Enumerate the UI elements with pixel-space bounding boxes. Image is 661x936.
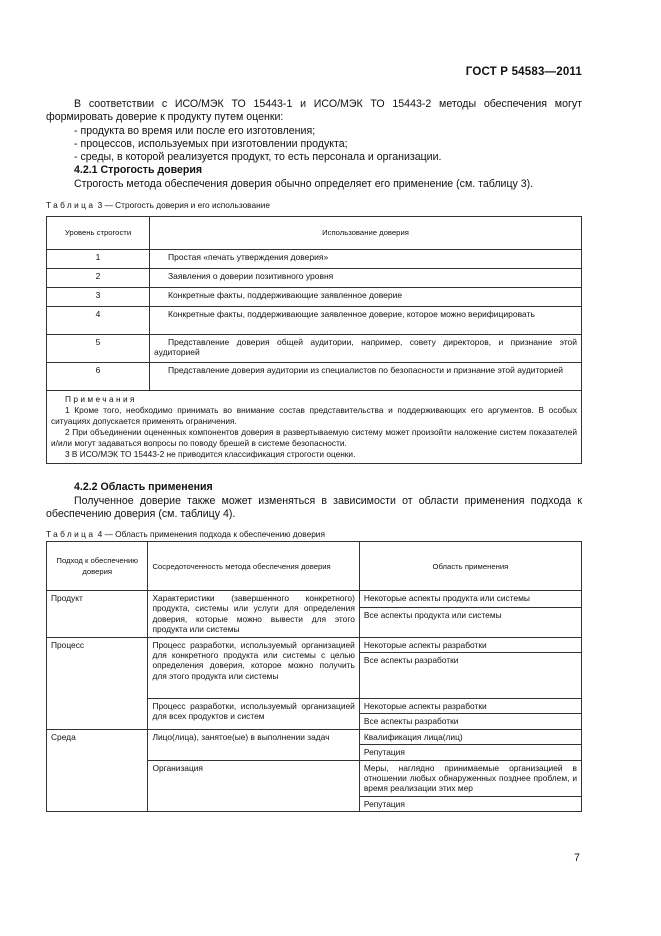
table3-use xyxy=(150,269,582,288)
note-1: 1 Кроме того, необходимо принимать во внимание состав представительства и поддерживающих его аргументов. В особых ситуациях допускается применять ограничения. xyxy=(51,405,577,426)
focus-cell: Организация xyxy=(148,760,359,812)
table-row xyxy=(47,269,582,288)
table4-header-approach: Подход к обеспечению доверия xyxy=(47,542,148,591)
area-cell: Репутация xyxy=(359,745,581,760)
table3-header-level: Уровень строгости xyxy=(47,217,150,250)
area-cell: Некоторые аспекты разработки xyxy=(359,637,581,652)
focus-cell: Характеристики (завершенного конкретного) продукта, системы или услуги для определения доверия, которые можно вывести для этого продукта или системы xyxy=(148,591,359,638)
table-row xyxy=(47,729,582,744)
intro-item-2: - процессов, используемых при изготовлении продукта; xyxy=(74,138,348,150)
table3-use xyxy=(150,288,582,307)
table-row xyxy=(47,591,582,608)
table3-use-text: Конкретные факты, поддерживающие заявленное доверие xyxy=(168,290,403,300)
focus-cell: Процесс разработки, используемый организацией для конкретного продукта или системы с целью определения доверия, которое можно получить для этого продукта или системы xyxy=(148,637,359,698)
table3-level: 3 xyxy=(47,288,150,307)
table3-level: 2 xyxy=(47,269,150,288)
intro-paragraph: В соответствии с ИСО/МЭК ТО 15443-1 и ИСО/МЭК ТО 15443-2 методы обеспечения могут формировать доверие к продукту путем оценки: xyxy=(46,98,582,124)
table-scope xyxy=(46,541,582,812)
table3-notes xyxy=(47,391,582,464)
area-cell: Все аспекты разработки xyxy=(359,714,581,729)
intro-item-1: - продукта во время или после его изготовления; xyxy=(74,125,316,137)
table3-use xyxy=(150,250,582,269)
table4-header-focus: Сосредоточенность метода обеспечения доверия xyxy=(148,542,359,591)
section-heading-4-2-1: 4.2.1 Строгость доверия xyxy=(74,164,203,176)
approach-process: Процесс xyxy=(47,637,148,729)
area-cell: Все аспекты продукта или системы xyxy=(359,607,581,637)
section-4-2-1-text: Строгость метода обеспечения доверия обычно определяет его применение (см. таблицу 3). xyxy=(74,178,534,190)
document-header: ГОСТ Р 54583—2011 xyxy=(465,66,582,78)
table3-caption xyxy=(46,200,270,210)
notes-title: Примечания xyxy=(65,394,137,404)
table4-caption-title: 4 — Область применения подхода к обеспечению доверия xyxy=(97,529,325,539)
approach-product: Продукт xyxy=(47,591,148,638)
table3-use-text: Простая «печать утверждения доверия» xyxy=(168,252,329,262)
area-cell: Репутация xyxy=(359,796,581,811)
table-row xyxy=(47,637,582,652)
intro-item-3: - среды, в которой реализуется продукт, то есть персонала и организации. xyxy=(74,151,442,163)
area-cell: Все аспекты разработки xyxy=(359,653,581,699)
table-row xyxy=(47,288,582,307)
note-2: 2 При объединении оцененных компонентов доверия в развертываемую систему может произойти наложение систем показателей и/или могут задаваться вопросы по поводу брешей в системе безопасности. xyxy=(51,427,577,448)
focus-cell: Процесс разработки, используемый организацией для всех продуктов и систем xyxy=(148,699,359,730)
section-heading-4-2-2: 4.2.2 Область применения xyxy=(74,481,213,493)
area-cell: Квалификация лица(лиц) xyxy=(359,729,581,744)
table4-caption xyxy=(46,529,325,539)
table3-level: 5 xyxy=(47,335,150,363)
table3-use: Представление доверия общей аудитории, например, совету директоров, и признание этой аудиторией xyxy=(150,335,582,363)
table-row xyxy=(47,250,582,269)
table4-caption-label: Таблица xyxy=(46,529,96,539)
table3-level: 6 xyxy=(47,363,150,391)
area-cell: Некоторые аспекты разработки xyxy=(359,699,581,714)
note-3: 3 В ИСО/МЭК ТО 15443-2 не приводится классификация строгости оценки. xyxy=(65,449,356,459)
area-cell: Меры, наглядно принимаемые организацией в отношении любых обнаруженных позднее проблем, и время реализации этих мер xyxy=(359,760,581,796)
table-row xyxy=(47,363,582,391)
focus-cell: Лицо(лица), занятое(ые) в выполнении задач xyxy=(148,729,359,760)
table-rigor xyxy=(46,216,582,464)
table3-level: 4 xyxy=(47,307,150,335)
table3-header-use: Использование доверия xyxy=(150,217,582,250)
table3-level: 1 xyxy=(47,250,150,269)
table3-caption-label: Таблица xyxy=(46,200,96,210)
page-number: 7 xyxy=(574,852,580,864)
table4-header-area: Область применения xyxy=(359,542,581,591)
section-4-2-2-text: Полученное доверие также может изменяться в зависимости от области применения подхода к обеспечению доверия (см. таблицу 4). xyxy=(46,495,582,521)
table-row xyxy=(47,335,582,363)
area-cell: Некоторые аспекты продукта или системы xyxy=(359,591,581,608)
table3-caption-title: 3 — Строгость доверия и его использование xyxy=(97,200,270,210)
approach-environment: Среда xyxy=(47,729,148,811)
table3-use: Конкретные факты, поддерживающие заявленное доверие, которое можно верифицировать xyxy=(150,307,582,335)
table-row xyxy=(47,307,582,335)
table3-use-text: Заявления о доверии позитивного уровня xyxy=(168,271,334,281)
table3-use: Представление доверия аудитории из специалистов по безопасности и признание этой аудиторией xyxy=(150,363,582,391)
